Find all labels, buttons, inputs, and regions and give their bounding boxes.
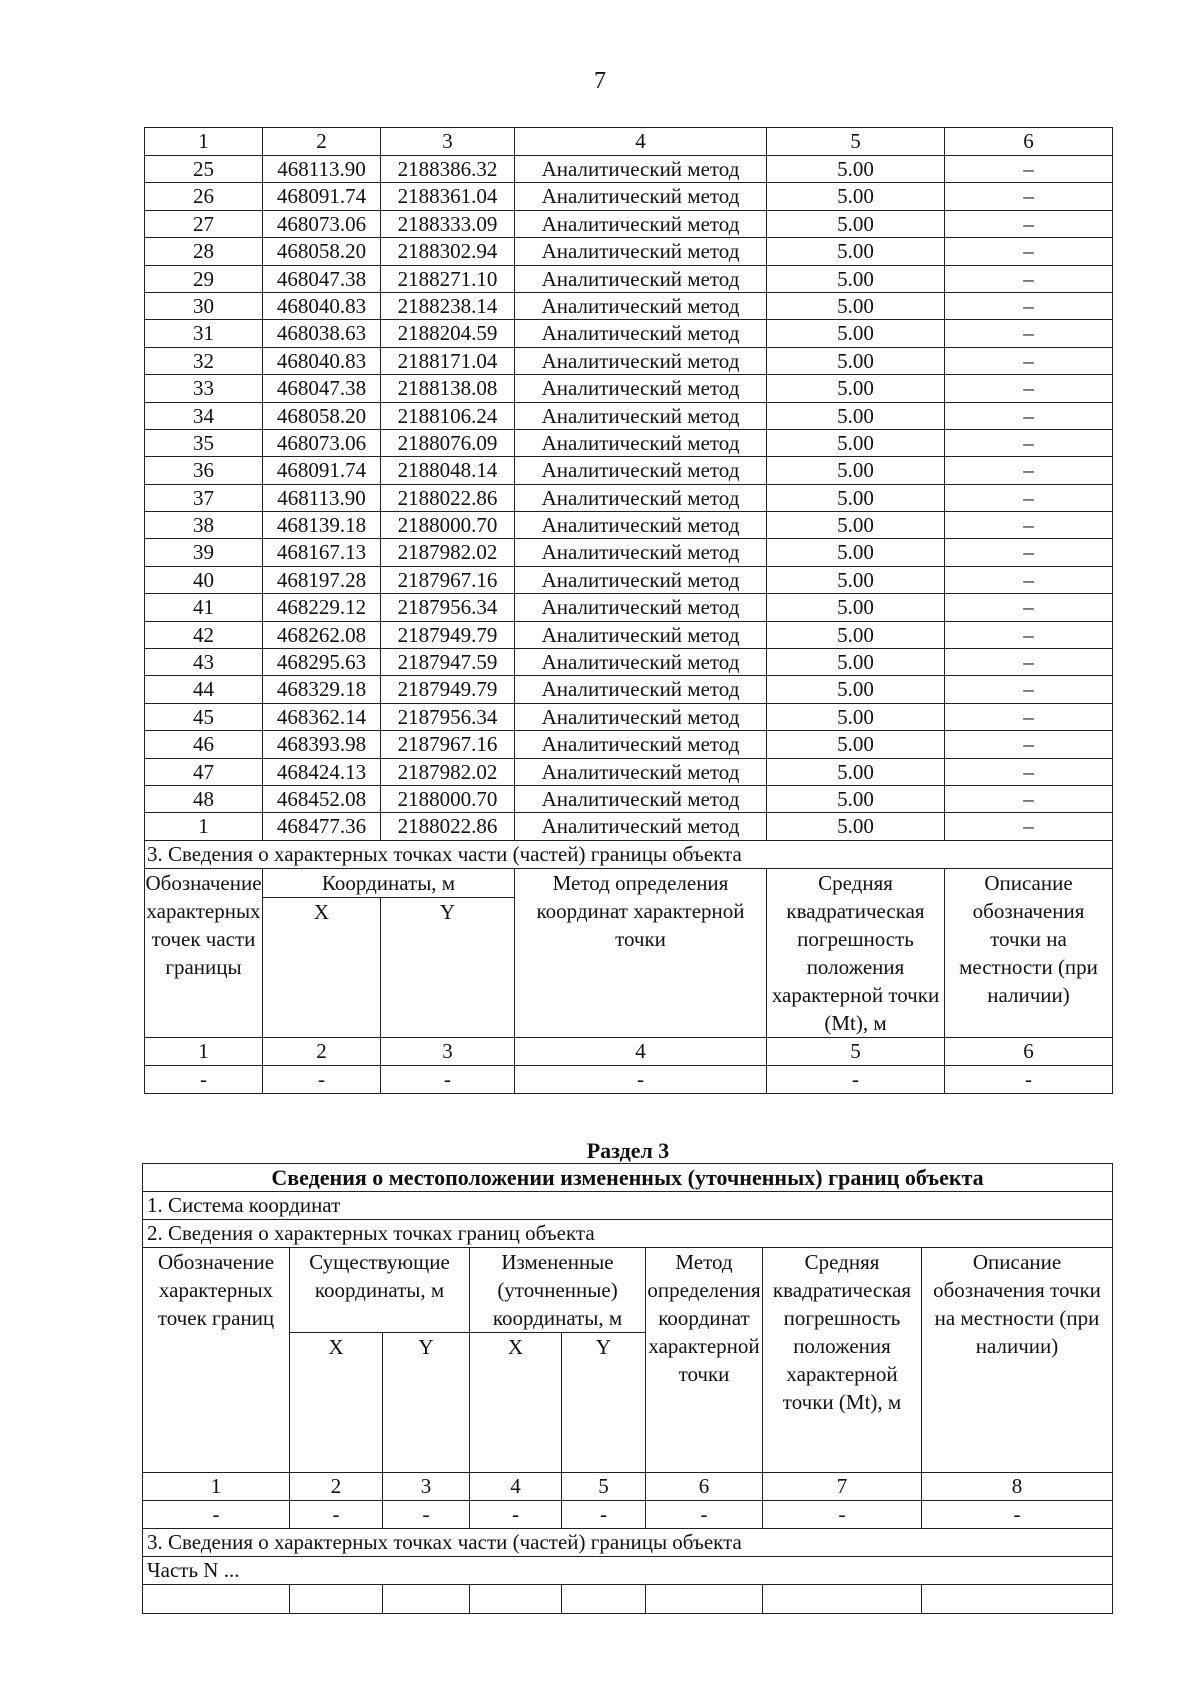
table-cell: 6 bbox=[646, 1473, 763, 1501]
table-row bbox=[145, 813, 1113, 840]
table-cell: 3 bbox=[381, 1037, 515, 1065]
table-cell: 468393.98 bbox=[263, 731, 381, 758]
table-cell: 3 bbox=[381, 128, 515, 156]
table2-section3-title: 3. Сведения о характерных точках части (частей) границы объекта bbox=[143, 1529, 1113, 1557]
header-error: Средняя квадратическая погрешность положения характерной точки (Mt), м bbox=[763, 1248, 922, 1473]
table-cell: – bbox=[945, 676, 1113, 703]
table-cell: Аналитический метод bbox=[515, 457, 767, 484]
table-cell: 1 bbox=[145, 1037, 263, 1065]
changed-boundaries-table bbox=[142, 1163, 1113, 1614]
table-cell: 468038.63 bbox=[263, 320, 381, 347]
table-cell: Аналитический метод bbox=[515, 703, 767, 730]
table-cell: 4 bbox=[470, 1473, 562, 1501]
table-cell: 468073.06 bbox=[263, 210, 381, 237]
table-cell: Аналитический метод bbox=[515, 238, 767, 265]
table-cell: 44 bbox=[145, 676, 263, 703]
table-cell: 39 bbox=[145, 539, 263, 566]
table-cell: 2187956.34 bbox=[381, 594, 515, 621]
table-cell: 2188238.14 bbox=[381, 292, 515, 319]
table-cell: 2188302.94 bbox=[381, 238, 515, 265]
table-cell: – bbox=[945, 539, 1113, 566]
table-cell: 42 bbox=[145, 621, 263, 648]
table-cell: 468040.83 bbox=[263, 292, 381, 319]
table-cell: 5.00 bbox=[767, 676, 945, 703]
table-cell: - bbox=[263, 1065, 381, 1093]
table-cell: - bbox=[646, 1501, 763, 1529]
column-numbers bbox=[145, 128, 1113, 156]
table-cell: - bbox=[945, 1065, 1113, 1093]
table-cell: 32 bbox=[145, 347, 263, 374]
table-cell: - bbox=[383, 1501, 470, 1529]
table-cell: 2188000.70 bbox=[381, 785, 515, 812]
table-cell: 5.00 bbox=[767, 292, 945, 319]
header-designation: Обозначение характерных точек части границы bbox=[145, 868, 263, 1037]
table-row bbox=[145, 238, 1113, 265]
table-cell: Аналитический метод bbox=[515, 320, 767, 347]
table-cell: 30 bbox=[145, 292, 263, 319]
table-cell: – bbox=[945, 238, 1113, 265]
table-cell: 468477.36 bbox=[263, 813, 381, 840]
table-cell: 31 bbox=[145, 320, 263, 347]
table-row bbox=[145, 785, 1113, 812]
table-cell: Аналитический метод bbox=[515, 649, 767, 676]
table2-title: Сведения о местоположении измененных (уточненных) границ объекта bbox=[143, 1164, 1113, 1192]
table-cell: - bbox=[562, 1501, 646, 1529]
table-cell: 2188386.32 bbox=[381, 156, 515, 183]
table-cell: 6 bbox=[945, 128, 1113, 156]
coord-system: 1. Система координат bbox=[143, 1192, 1113, 1220]
table-cell: - bbox=[143, 1501, 290, 1529]
table-cell: 1 bbox=[145, 813, 263, 840]
table-cell: 468047.38 bbox=[263, 375, 381, 402]
table-row bbox=[145, 539, 1113, 566]
table-cell bbox=[562, 1585, 646, 1614]
table-cell: 468047.38 bbox=[263, 265, 381, 292]
table-cell: Аналитический метод bbox=[515, 292, 767, 319]
table-cell: 2188000.70 bbox=[381, 512, 515, 539]
table-cell: 38 bbox=[145, 512, 263, 539]
table-cell: 1 bbox=[143, 1473, 290, 1501]
column-numbers-row bbox=[145, 128, 1113, 156]
table-cell: 2187956.34 bbox=[381, 703, 515, 730]
table-cell: - bbox=[515, 1065, 767, 1093]
table-cell: Аналитический метод bbox=[515, 785, 767, 812]
part-empty-row bbox=[143, 1585, 1113, 1614]
part-label: Часть N ... bbox=[143, 1557, 1113, 1585]
table-cell: Аналитический метод bbox=[515, 402, 767, 429]
table-cell: – bbox=[945, 429, 1113, 456]
table-row bbox=[145, 676, 1113, 703]
header-error: Средняя квадратическая погрешность положения характерной точки (Mt), м bbox=[767, 868, 945, 1037]
table-cell: 2 bbox=[263, 1037, 381, 1065]
section3-title: 3. Сведения о характерных точках части (частей) границы объекта bbox=[145, 840, 1113, 868]
table-cell: 468058.20 bbox=[263, 238, 381, 265]
table-cell: 47 bbox=[145, 758, 263, 785]
table-cell: 2187949.79 bbox=[381, 621, 515, 648]
table-cell: 468091.74 bbox=[263, 183, 381, 210]
table-cell: 5.00 bbox=[767, 320, 945, 347]
table-row bbox=[145, 156, 1113, 183]
table-cell: 2 bbox=[290, 1473, 383, 1501]
table-cell: – bbox=[945, 703, 1113, 730]
table-row bbox=[145, 210, 1113, 237]
table-cell: - bbox=[290, 1501, 383, 1529]
table-cell: 5.00 bbox=[767, 539, 945, 566]
table-cell: 5 bbox=[767, 128, 945, 156]
boundary-points-table bbox=[144, 127, 1113, 1094]
table-cell: 2 bbox=[263, 128, 381, 156]
table-cell: 29 bbox=[145, 265, 263, 292]
table-cell: Аналитический метод bbox=[515, 539, 767, 566]
table-cell: 7 bbox=[763, 1473, 922, 1501]
table-cell: 28 bbox=[145, 238, 263, 265]
table-cell: – bbox=[945, 292, 1113, 319]
table-row bbox=[145, 183, 1113, 210]
table-cell: 27 bbox=[145, 210, 263, 237]
table-cell: 2188106.24 bbox=[381, 402, 515, 429]
table-cell: 2187982.02 bbox=[381, 539, 515, 566]
table-cell: - bbox=[763, 1501, 922, 1529]
table-cell: 40 bbox=[145, 566, 263, 593]
table-cell: Аналитический метод bbox=[515, 347, 767, 374]
header-y: Y bbox=[381, 897, 515, 1037]
table-cell: 5.00 bbox=[767, 621, 945, 648]
table-cell: 468058.20 bbox=[263, 402, 381, 429]
table-row bbox=[145, 512, 1113, 539]
table-cell: – bbox=[945, 594, 1113, 621]
table-cell: – bbox=[945, 649, 1113, 676]
header-x: X bbox=[263, 897, 381, 1037]
table-cell: - bbox=[470, 1501, 562, 1529]
header-method: Метод определения координат характерной точки bbox=[515, 868, 767, 1037]
table-cell bbox=[763, 1585, 922, 1614]
table-cell: 468452.08 bbox=[263, 785, 381, 812]
table-cell: – bbox=[945, 731, 1113, 758]
table-cell bbox=[143, 1585, 290, 1614]
table-cell: Аналитический метод bbox=[515, 375, 767, 402]
table-cell: 468329.18 bbox=[263, 676, 381, 703]
table-cell: 5 bbox=[562, 1473, 646, 1501]
table-cell: 5.00 bbox=[767, 649, 945, 676]
table-cell: – bbox=[945, 758, 1113, 785]
table-cell: 468229.12 bbox=[263, 594, 381, 621]
table-cell: – bbox=[945, 156, 1113, 183]
table-cell: 5.00 bbox=[767, 758, 945, 785]
table-cell bbox=[383, 1585, 470, 1614]
header-x-existing: X bbox=[290, 1333, 383, 1473]
table-cell: 5.00 bbox=[767, 703, 945, 730]
table-cell: 2188076.09 bbox=[381, 429, 515, 456]
table-cell: 2188204.59 bbox=[381, 320, 515, 347]
table-cell: 468295.63 bbox=[263, 649, 381, 676]
table-cell: Аналитический метод bbox=[515, 429, 767, 456]
table-cell: – bbox=[945, 484, 1113, 511]
table-row bbox=[145, 347, 1113, 374]
table-cell: Аналитический метод bbox=[515, 621, 767, 648]
table-cell: 2188022.86 bbox=[381, 484, 515, 511]
table-row bbox=[145, 649, 1113, 676]
table-row bbox=[145, 375, 1113, 402]
table-row bbox=[145, 731, 1113, 758]
table-cell: – bbox=[945, 512, 1113, 539]
table-row bbox=[145, 703, 1113, 730]
table-cell: 5.00 bbox=[767, 265, 945, 292]
section3-empty-row bbox=[145, 1065, 1113, 1093]
table-cell: 5.00 bbox=[767, 402, 945, 429]
table-cell: 468040.83 bbox=[263, 347, 381, 374]
table-cell: – bbox=[945, 320, 1113, 347]
table-row bbox=[143, 1501, 1113, 1529]
table-cell: – bbox=[945, 375, 1113, 402]
table-cell: 5.00 bbox=[767, 156, 945, 183]
table-cell: - bbox=[922, 1501, 1113, 1529]
table-cell: 43 bbox=[145, 649, 263, 676]
table-cell: 5.00 bbox=[767, 238, 945, 265]
table-cell: Аналитический метод bbox=[515, 512, 767, 539]
table-cell: 41 bbox=[145, 594, 263, 621]
table-cell: – bbox=[945, 183, 1113, 210]
section3-part-points bbox=[145, 840, 1113, 1037]
razdel-title: Раздел 3 bbox=[586, 1138, 670, 1163]
table-cell: 48 bbox=[145, 785, 263, 812]
table-cell: 2188048.14 bbox=[381, 457, 515, 484]
table-cell: 5.00 bbox=[767, 594, 945, 621]
header-designation: Обозначение характерных точек границ bbox=[143, 1248, 290, 1473]
table-cell: – bbox=[945, 566, 1113, 593]
table-cell: 4 bbox=[515, 128, 767, 156]
table-cell: 5.00 bbox=[767, 512, 945, 539]
table-cell: 468073.06 bbox=[263, 429, 381, 456]
header-method: Метод определения координат характерной точки bbox=[646, 1248, 763, 1473]
table-cell: 2187982.02 bbox=[381, 758, 515, 785]
header-description: Описание обозначения точки на местности (при наличии) bbox=[945, 868, 1113, 1037]
page-number: 7 bbox=[594, 68, 606, 94]
table-cell: 5.00 bbox=[767, 210, 945, 237]
table-cell bbox=[290, 1585, 383, 1614]
table-row bbox=[145, 484, 1113, 511]
table-cell: 6 bbox=[945, 1037, 1113, 1065]
table-row bbox=[145, 1065, 1113, 1093]
table-cell: 2187967.16 bbox=[381, 731, 515, 758]
table-row bbox=[145, 265, 1113, 292]
table-cell: 468113.90 bbox=[263, 484, 381, 511]
table-cell: 5.00 bbox=[767, 429, 945, 456]
section3-column-numbers bbox=[145, 1037, 1113, 1065]
table-cell: Аналитический метод bbox=[515, 676, 767, 703]
table-cell: 36 bbox=[145, 457, 263, 484]
table-cell: 37 bbox=[145, 484, 263, 511]
table-cell: 5.00 bbox=[767, 375, 945, 402]
table-cell: Аналитический метод bbox=[515, 813, 767, 840]
table-row bbox=[145, 566, 1113, 593]
table-cell: 2187949.79 bbox=[381, 676, 515, 703]
header-description: Описание обозначения точки на местности (при наличии) bbox=[922, 1248, 1113, 1473]
table-row bbox=[145, 292, 1113, 319]
table-cell bbox=[470, 1585, 562, 1614]
table-cell: Аналитический метод bbox=[515, 758, 767, 785]
table-cell: 46 bbox=[145, 731, 263, 758]
table-cell: 468139.18 bbox=[263, 512, 381, 539]
table-cell: 5 bbox=[767, 1037, 945, 1065]
table-cell: 26 bbox=[145, 183, 263, 210]
table-cell: 2187967.16 bbox=[381, 566, 515, 593]
table-cell: – bbox=[945, 402, 1113, 429]
column-numbers bbox=[143, 1473, 1113, 1501]
table-cell: 35 bbox=[145, 429, 263, 456]
table-row bbox=[145, 320, 1113, 347]
table-row bbox=[145, 429, 1113, 456]
table-cell: Аналитический метод bbox=[515, 156, 767, 183]
table-cell: 468362.14 bbox=[263, 703, 381, 730]
column-numbers bbox=[145, 1037, 1113, 1065]
table-cell: 3 bbox=[383, 1473, 470, 1501]
table-cell: 2188333.09 bbox=[381, 210, 515, 237]
table-cell: 2187947.59 bbox=[381, 649, 515, 676]
table-cell: 5.00 bbox=[767, 731, 945, 758]
table-row bbox=[145, 621, 1113, 648]
table-cell: 1 bbox=[145, 128, 263, 156]
table-cell: Аналитический метод bbox=[515, 594, 767, 621]
table-cell: 2188271.10 bbox=[381, 265, 515, 292]
table-cell: Аналитический метод bbox=[515, 484, 767, 511]
table-row bbox=[145, 457, 1113, 484]
table-cell: - bbox=[767, 1065, 945, 1093]
table-cell: 468262.08 bbox=[263, 621, 381, 648]
section2-title: 2. Сведения о характерных точках границ объекта bbox=[143, 1220, 1113, 1248]
table-cell: 5.00 bbox=[767, 566, 945, 593]
table-cell: 2188022.86 bbox=[381, 813, 515, 840]
header-y-existing: Y bbox=[383, 1333, 470, 1473]
table-cell: 33 bbox=[145, 375, 263, 402]
table-cell: 468197.28 bbox=[263, 566, 381, 593]
table-row bbox=[145, 594, 1113, 621]
table-cell: 4 bbox=[515, 1037, 767, 1065]
table-row bbox=[145, 402, 1113, 429]
table2-column-numbers bbox=[143, 1473, 1113, 1501]
table-cell: 2188171.04 bbox=[381, 347, 515, 374]
table-cell: – bbox=[945, 265, 1113, 292]
table-cell: 468424.13 bbox=[263, 758, 381, 785]
table-cell: 5.00 bbox=[767, 457, 945, 484]
table-cell: Аналитический метод bbox=[515, 210, 767, 237]
points-list bbox=[145, 156, 1113, 841]
table-cell: 5.00 bbox=[767, 347, 945, 374]
table-cell: 34 bbox=[145, 402, 263, 429]
table-cell: - bbox=[381, 1065, 515, 1093]
header-changed: Измененные (уточненные) координаты, м bbox=[470, 1248, 646, 1333]
table-cell: 5.00 bbox=[767, 484, 945, 511]
table-cell: 8 bbox=[922, 1473, 1113, 1501]
table-cell: 5.00 bbox=[767, 813, 945, 840]
table-cell: - bbox=[145, 1065, 263, 1093]
table-cell: – bbox=[945, 813, 1113, 840]
table-cell: 25 bbox=[145, 156, 263, 183]
table-cell bbox=[922, 1585, 1113, 1614]
table-cell: – bbox=[945, 785, 1113, 812]
table-cell bbox=[646, 1585, 763, 1614]
header-existing: Существующие координаты, м bbox=[290, 1248, 470, 1333]
table-cell: 468091.74 bbox=[263, 457, 381, 484]
table-cell: 468113.90 bbox=[263, 156, 381, 183]
table-cell: 2188361.04 bbox=[381, 183, 515, 210]
table-cell: Аналитический метод bbox=[515, 731, 767, 758]
table-cell: Аналитический метод bbox=[515, 566, 767, 593]
table-cell: 468167.13 bbox=[263, 539, 381, 566]
header-y-changed: Y bbox=[562, 1333, 646, 1473]
table-cell: Аналитический метод bbox=[515, 183, 767, 210]
table2-empty-row bbox=[143, 1501, 1113, 1529]
header-coordinates: Координаты, м bbox=[263, 868, 515, 897]
table-cell: – bbox=[945, 621, 1113, 648]
table-cell: 5.00 bbox=[767, 785, 945, 812]
table-cell: – bbox=[945, 347, 1113, 374]
table-cell: 5.00 bbox=[767, 183, 945, 210]
header-x-changed: X bbox=[470, 1333, 562, 1473]
table-cell: 45 bbox=[145, 703, 263, 730]
table-cell: – bbox=[945, 210, 1113, 237]
table-cell: Аналитический метод bbox=[515, 265, 767, 292]
table-row bbox=[145, 758, 1113, 785]
table-cell: – bbox=[945, 457, 1113, 484]
table-cell: 2188138.08 bbox=[381, 375, 515, 402]
